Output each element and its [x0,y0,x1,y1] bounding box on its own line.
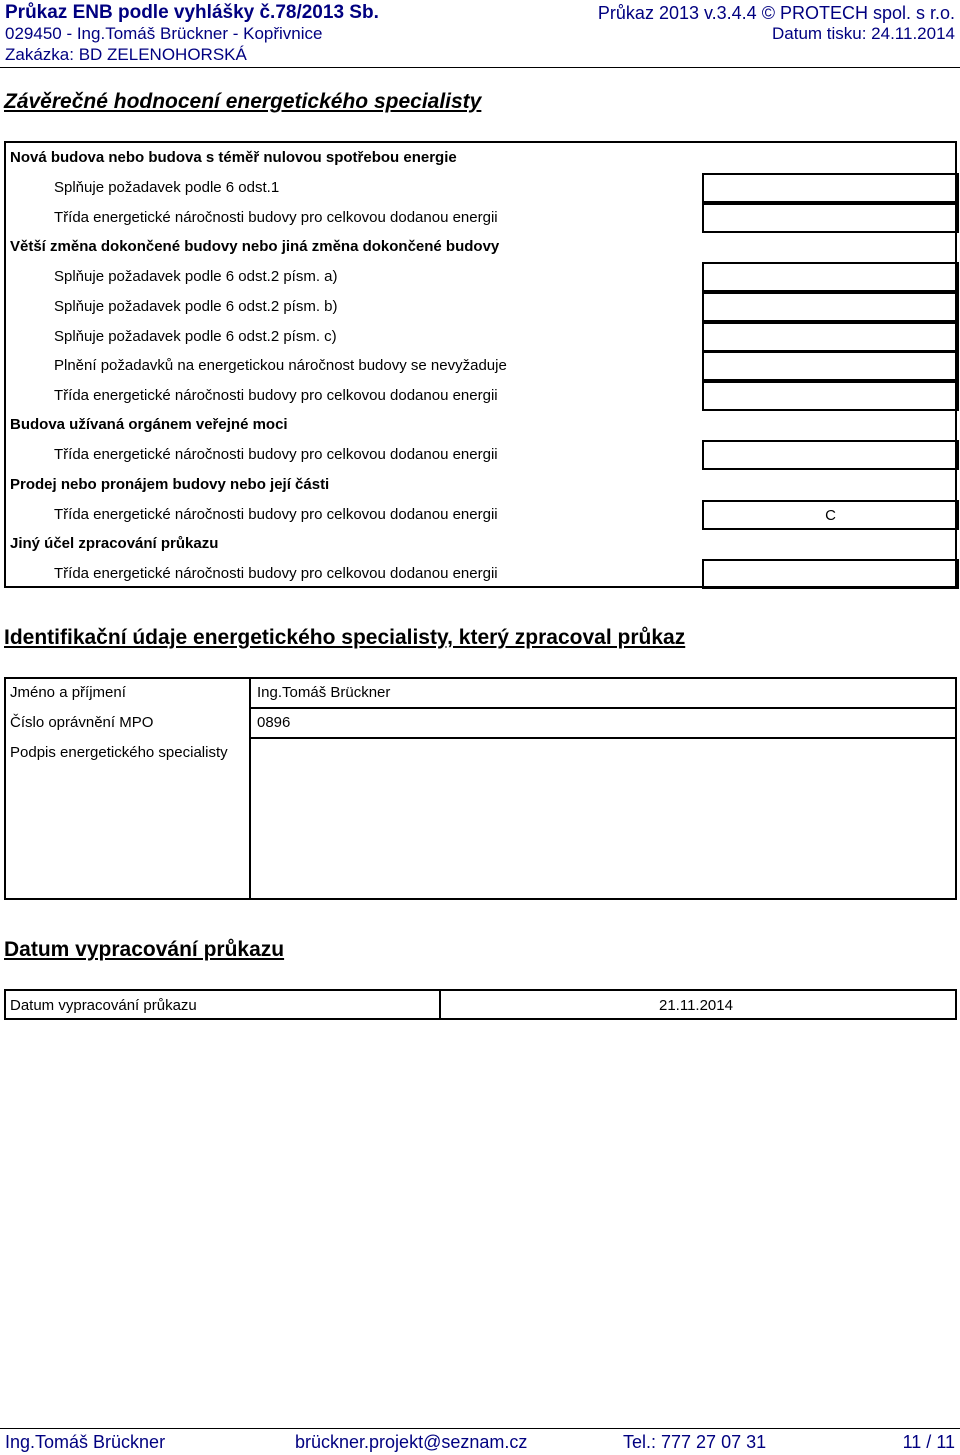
order-line: Zakázka: BD ZELENOHORSKÁ [5,45,247,64]
mpo-number-label: Číslo oprávnění MPO [10,714,154,731]
section-heading-final-evaluation: Závěrečné hodnocení energetického specialisty [4,90,482,113]
section-heading-specialist-identification: Identifikační údaje energetického specialisty, který zpracoval průkaz [4,626,686,649]
column-divider [249,679,251,898]
row-label: Splňuje požadavek podle 6 odst.2 písm. a) [54,268,338,285]
row-label: Prodej nebo pronájem budovy nebo její části [10,476,330,493]
header-divider [0,67,960,68]
value-cell-6-odst-1 [702,173,959,203]
footer-author: Ing.Tomáš Brückner [5,1432,166,1452]
section-heading-preparation-date: Datum vypracování průkazu [4,938,285,961]
row-label: Třída energetické náročnosti budovy pro celkovou dodanou energii [54,387,498,404]
software-version: Průkaz 2013 v.3.4.4 © PROTECH spol. s r.o. [597,3,955,23]
footer-page-number: 11 / 11 [902,1432,955,1452]
row-label: Třída energetické náročnosti budovy pro celkovou dodanou energii [54,565,498,582]
footer-email: brückner.projekt@seznam.cz [295,1432,528,1452]
row-label: Třída energetické náročnosti budovy pro celkovou dodanou energii [54,209,498,226]
row-label: Třída energetické náročnosti budovy pro celkovou dodanou energii [54,506,498,523]
row-label: Jiný účel zpracování průkazu [10,535,219,552]
row-label: Třída energetické náročnosti budovy pro celkovou dodanou energii [54,446,498,463]
row-label: Splňuje požadavek podle 6 odst.2 písm. b) [54,298,338,315]
header-row-3 [5,45,955,65]
value-cell-6-odst-2-a [702,262,959,292]
column-divider [439,991,441,1018]
row-label: Splňuje požadavek podle 6 odst.2 písm. c) [54,328,337,345]
value-cell-6-odst-2-c [702,322,959,352]
preparation-date-value: 21.11.2014 [659,997,733,1014]
footer-divider [0,1428,960,1429]
name-label: Jméno a příjmení [10,684,126,701]
header-row-2 [5,24,955,44]
value-cell-class-major-change [702,381,959,411]
row-divider [249,707,955,709]
print-date: Datum tisku: 24.11.2014 [771,24,955,43]
job-line: 029450 - Ing.Tomáš Brückner - Kopřivnice [5,24,323,43]
value-cell-class-new-building [702,203,959,233]
row-label: Nová budova nebo budova s téměř nulovou spotřebou energie [10,149,457,166]
row-label: Splňuje požadavek podle 6 odst.1 [54,179,280,196]
name-value: Ing.Tomáš Brückner [257,684,391,701]
preparation-date-label: Datum vypracování průkazu [10,997,197,1014]
value-cell-6-odst-2-b [702,292,959,322]
value-cell-class-sale-rent: C [702,500,959,530]
value-cell-class-public-authority [702,440,959,470]
value-cell-class-other-purpose [702,559,959,589]
preparation-date-table [4,989,957,1020]
row-label: Větší změna dokončené budovy nebo jiná změna dokončené budovy [10,238,500,255]
evaluation-table [4,141,957,588]
value-cell-not-required [702,351,959,381]
footer-phone: Tel.: 777 27 07 31 [623,1432,767,1452]
row-label: Plnění požadavků na energetickou náročnost budovy se nevyžaduje [54,357,507,374]
signature-label: Podpis energetického specialisty [10,744,228,761]
row-divider [249,737,955,739]
row-label: Budova užívaná orgánem veřejné moci [10,416,288,433]
specialist-identification-table [4,677,957,900]
mpo-number-value: 0896 [257,714,291,731]
document-title: Průkaz ENB podle vyhlášky č.78/2013 Sb. [5,2,379,23]
header-row-1 [5,2,955,26]
